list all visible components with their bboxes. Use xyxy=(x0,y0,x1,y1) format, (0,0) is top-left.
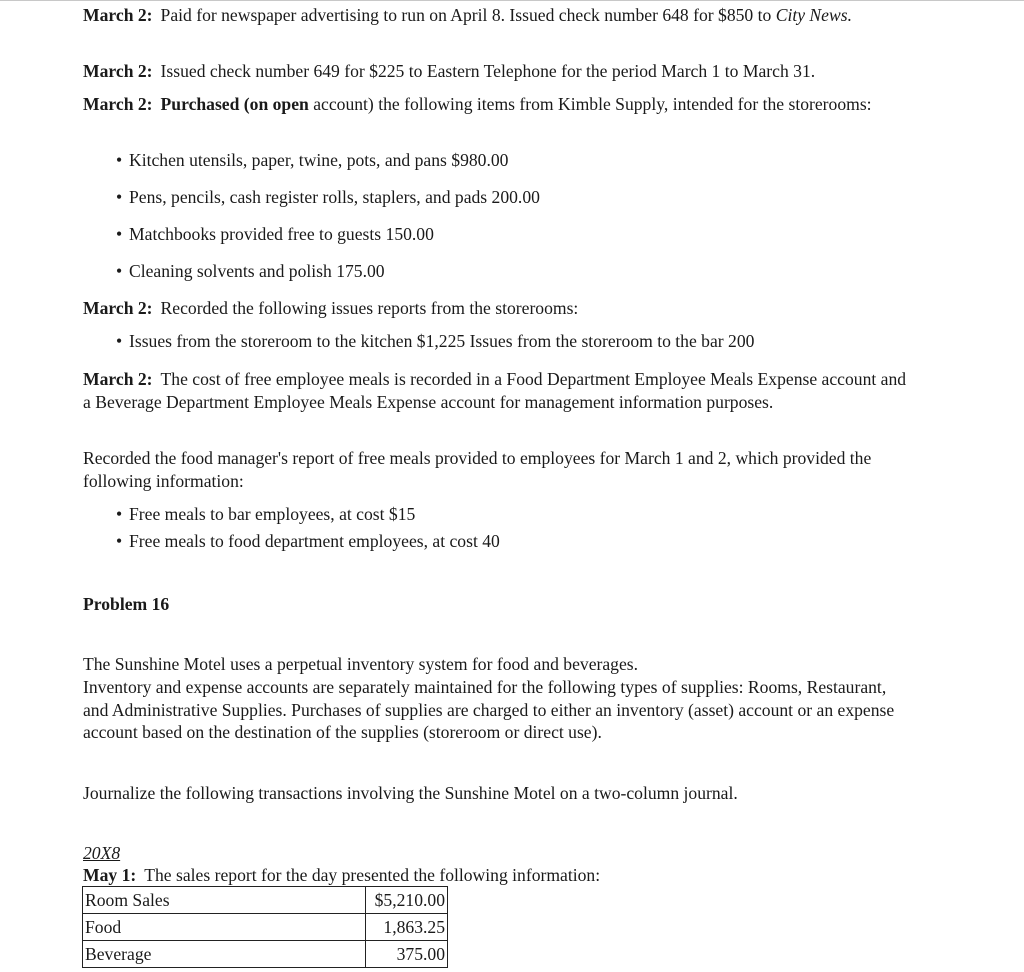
entry-text: The cost of free employee meals is recorded in a Food Department Employee Meals Expense account and a Beverage Department Employee Meals Expense account for management information purposes. xyxy=(83,369,907,412)
sales-table xyxy=(82,886,448,968)
bullet-icon: • xyxy=(116,331,123,351)
list-item xyxy=(116,503,415,526)
table-cell-amount: $5,210.00 xyxy=(366,887,448,914)
table-cell-name: Beverage xyxy=(83,941,366,968)
bullet-icon: • xyxy=(116,504,123,524)
bullet-icon: • xyxy=(116,531,123,551)
entry-march2-advertising xyxy=(83,4,913,27)
problem-title: Problem 16 xyxy=(83,594,170,614)
list-item-text: Free meals to food department employees, at cost 40 xyxy=(129,531,500,551)
list-item-text: Cleaning solvents and polish 175.00 xyxy=(129,261,385,281)
entry-march2-purchase xyxy=(83,93,913,116)
entry-date-label: March 2: xyxy=(83,94,153,114)
table-cell-amount: 375.00 xyxy=(366,941,448,968)
list-item-text: Kitchen utensils, paper, twine, pots, and pans $980.00 xyxy=(129,150,509,170)
entry-text: Recorded the following issues reports from the storerooms: xyxy=(160,298,579,318)
list-item-text: Matchbooks provided free to guests 150.00 xyxy=(129,224,434,244)
table-cell-name: Room Sales xyxy=(83,887,366,914)
list-item xyxy=(116,530,500,553)
table-cell-name: Food xyxy=(83,914,366,941)
bullet-icon: • xyxy=(116,224,123,244)
year-heading: 20X8 xyxy=(83,843,121,863)
list-item-text: Free meals to bar employees, at cost $15 xyxy=(129,504,416,524)
entry-march2-employee-meals xyxy=(83,368,913,413)
entry-march2-telephone xyxy=(83,60,913,83)
entry-date-label: May 1: xyxy=(83,865,137,885)
problem-intro-line: The Sunshine Motel uses a perpetual inventory system for food and beverages. xyxy=(83,654,639,674)
list-item-text: Pens, pencils, cash register rolls, staplers, and pads 200.00 xyxy=(129,187,540,207)
problem-paragraph: Inventory and expense accounts are separately maintained for the following types of supplies: Rooms, Restaurant, and Administrative Supplies. Purchases of supplies are charged to either an inventory (asset) account or an expense account based on the destination of the supplies (storeroom or direct use). xyxy=(83,677,895,742)
entry-march2-issues xyxy=(83,297,913,320)
entry-date-label: March 2: xyxy=(83,5,153,25)
entry-may1-sales xyxy=(83,864,913,887)
entry-italic-text: City News. xyxy=(775,5,852,25)
table-row xyxy=(83,887,448,914)
list-item xyxy=(116,186,540,209)
table-cell-amount: 1,863.25 xyxy=(366,914,448,941)
entry-date-label: March 2: xyxy=(83,369,153,389)
entry-date-label: March 2: xyxy=(83,298,153,318)
entry-text: account) the following items from Kimble Supply, intended for the storerooms: xyxy=(308,94,872,114)
list-item xyxy=(116,223,434,246)
entry-date-label: March 2: xyxy=(83,61,153,81)
entry-text: The sales report for the day presented the following information: xyxy=(144,865,601,885)
bullet-icon: • xyxy=(116,261,123,281)
entry-text: Issued check number 649 for $225 to Eastern Telephone for the period March 1 to March 31. xyxy=(160,61,816,81)
entry-text: Paid for newspaper advertising to run on April 8. Issued check number 648 for $850 to xyxy=(160,5,776,25)
list-item xyxy=(116,260,385,283)
table-row xyxy=(83,914,448,941)
list-item xyxy=(116,330,754,353)
list-item-text: Issues from the storeroom to the kitchen $1,225 Issues from the storeroom to the bar 200 xyxy=(129,331,755,351)
table-row xyxy=(83,941,448,968)
bullet-icon: • xyxy=(116,187,123,207)
paragraph: Recorded the food manager's report of free meals provided to employees for March 1 and 2, which provided the following information: xyxy=(83,448,872,491)
list-item xyxy=(116,149,508,172)
top-divider xyxy=(0,0,1024,1)
entry-bold-phrase: Purchased (on open xyxy=(160,94,309,114)
bullet-icon: • xyxy=(116,150,123,170)
problem-instruction: Journalize the following transactions involving the Sunshine Motel on a two-column journal. xyxy=(83,783,738,803)
